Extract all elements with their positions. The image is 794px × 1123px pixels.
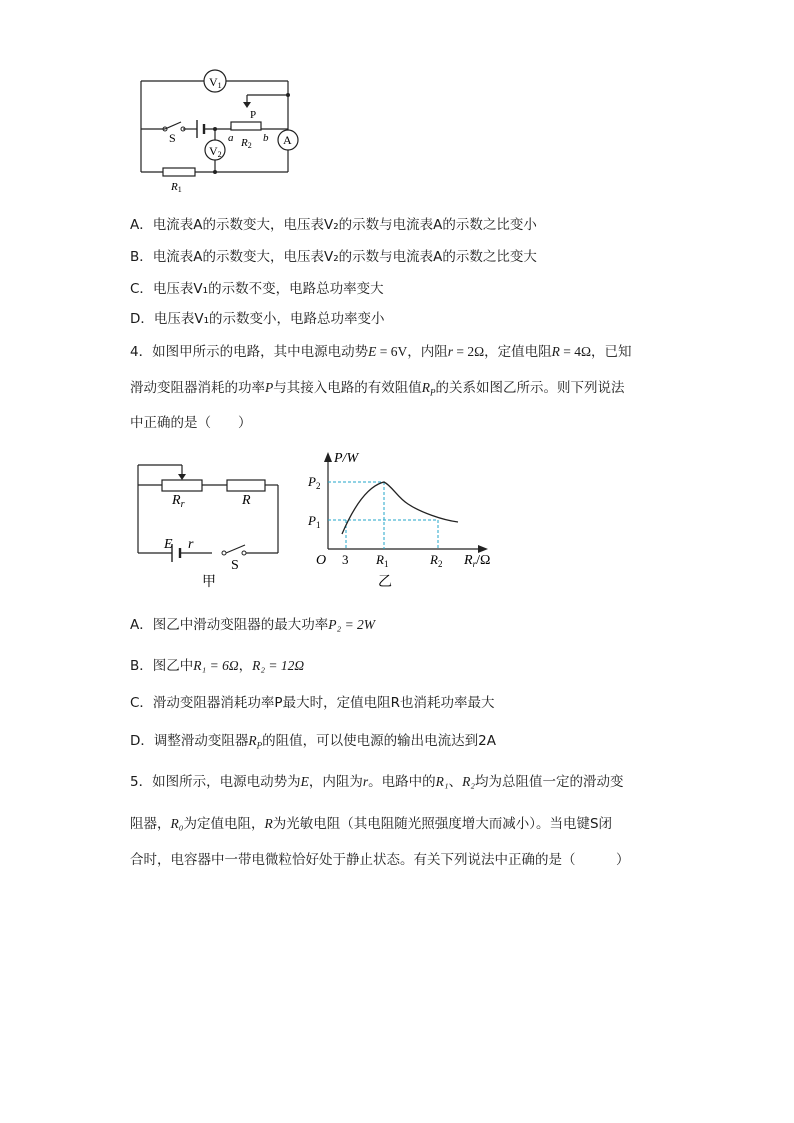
y-axis-label: P/W <box>334 451 359 466</box>
rr-label: $R_r$ <box>172 493 185 510</box>
p2-label: $P_2$ <box>308 474 321 491</box>
x-axis-label: $R_r/\Omega$ <box>464 553 491 569</box>
r-label: R <box>242 493 251 508</box>
q5-stem-line-2: 阻器，R₀为定值电阻，R为光敏电阻（其电阻随光照强度增大而减小）。当电键S闭 <box>130 816 613 832</box>
q4-stem-line-2: 滑动变阻器消耗的功率P与其接入电路的有效阻值$R_P$的关系如图乙所示。则下列说法 <box>130 380 625 398</box>
q4-option-c: C．滑动变阻器消耗功率P最大时，定值电阻R也消耗功率最大 <box>130 695 495 711</box>
q3-circuit-figure <box>125 66 305 198</box>
q4-option-d: D．调整滑动变阻器$R_P$的阻值，可以使电源的输出电流达到2A <box>130 733 496 751</box>
meter-a-label: A <box>283 133 292 147</box>
switch-s-label: S <box>231 558 239 573</box>
q4-stem-line-3: 中正确的是（ ） <box>130 415 252 431</box>
q5-stem-line-1: 5．如图所示，电源电动势为E，内阻为r。电路中的R₁、R₂均为总阻值一定的滑动变 <box>130 774 624 790</box>
r1-label: R1 <box>171 181 182 194</box>
end-a-label: a <box>228 132 234 144</box>
q4-circuit-jia <box>128 456 288 588</box>
x-tick-r1: $R_1$ <box>376 552 389 569</box>
q3-option-c: C．电压表V₁的示数不变，电路总功率变大 <box>130 281 384 297</box>
meter-v2-label: V2 <box>209 144 222 159</box>
q4-graph-yi <box>302 448 506 590</box>
internal-r-label: r <box>188 537 194 552</box>
end-b-label: b <box>263 132 269 144</box>
switch-label: S <box>169 131 176 145</box>
x-tick-r2: $R_2$ <box>430 552 443 569</box>
q4-option-a: A．图乙中滑动变阻器的最大功率P₂ = 2W <box>130 617 376 633</box>
x-tick-3: 3 <box>342 552 349 567</box>
e-label: E <box>164 537 173 552</box>
q4-option-b: B．图乙中R₁ = 6Ω，R₂ = 12Ω <box>130 658 305 674</box>
q5-stem-line-3: 合时，电容器中一带电微粒恰好处于静止状态。有关下列说法中正确的是（ ） <box>130 852 630 868</box>
origin-label: O <box>316 553 327 568</box>
q3-option-d: D．电压表V₁的示数变小，电路总功率变小 <box>130 311 385 327</box>
q3-option-a: A．电流表A的示数变大，电压表V₂的示数与电流表A的示数之比变小 <box>130 217 537 233</box>
slider-label: P <box>250 109 257 121</box>
caption-jia: 甲 <box>202 575 216 588</box>
power-curve <box>342 482 458 534</box>
q3-option-b: B．电流表A的示数变大，电压表V₂的示数与电流表A的示数之比变大 <box>130 249 537 265</box>
q4-stem-line-1: 4．如图甲所示的电路，其中电源电动势E = 6V，内阻r = 2Ω，定值电阻R = 4Ω，已知 <box>130 344 632 360</box>
r2-label: R2 <box>241 137 252 150</box>
meter-v1-label: V1 <box>209 75 222 90</box>
p1-label: $P_1$ <box>308 513 321 530</box>
caption-yi: 乙 <box>378 575 392 590</box>
